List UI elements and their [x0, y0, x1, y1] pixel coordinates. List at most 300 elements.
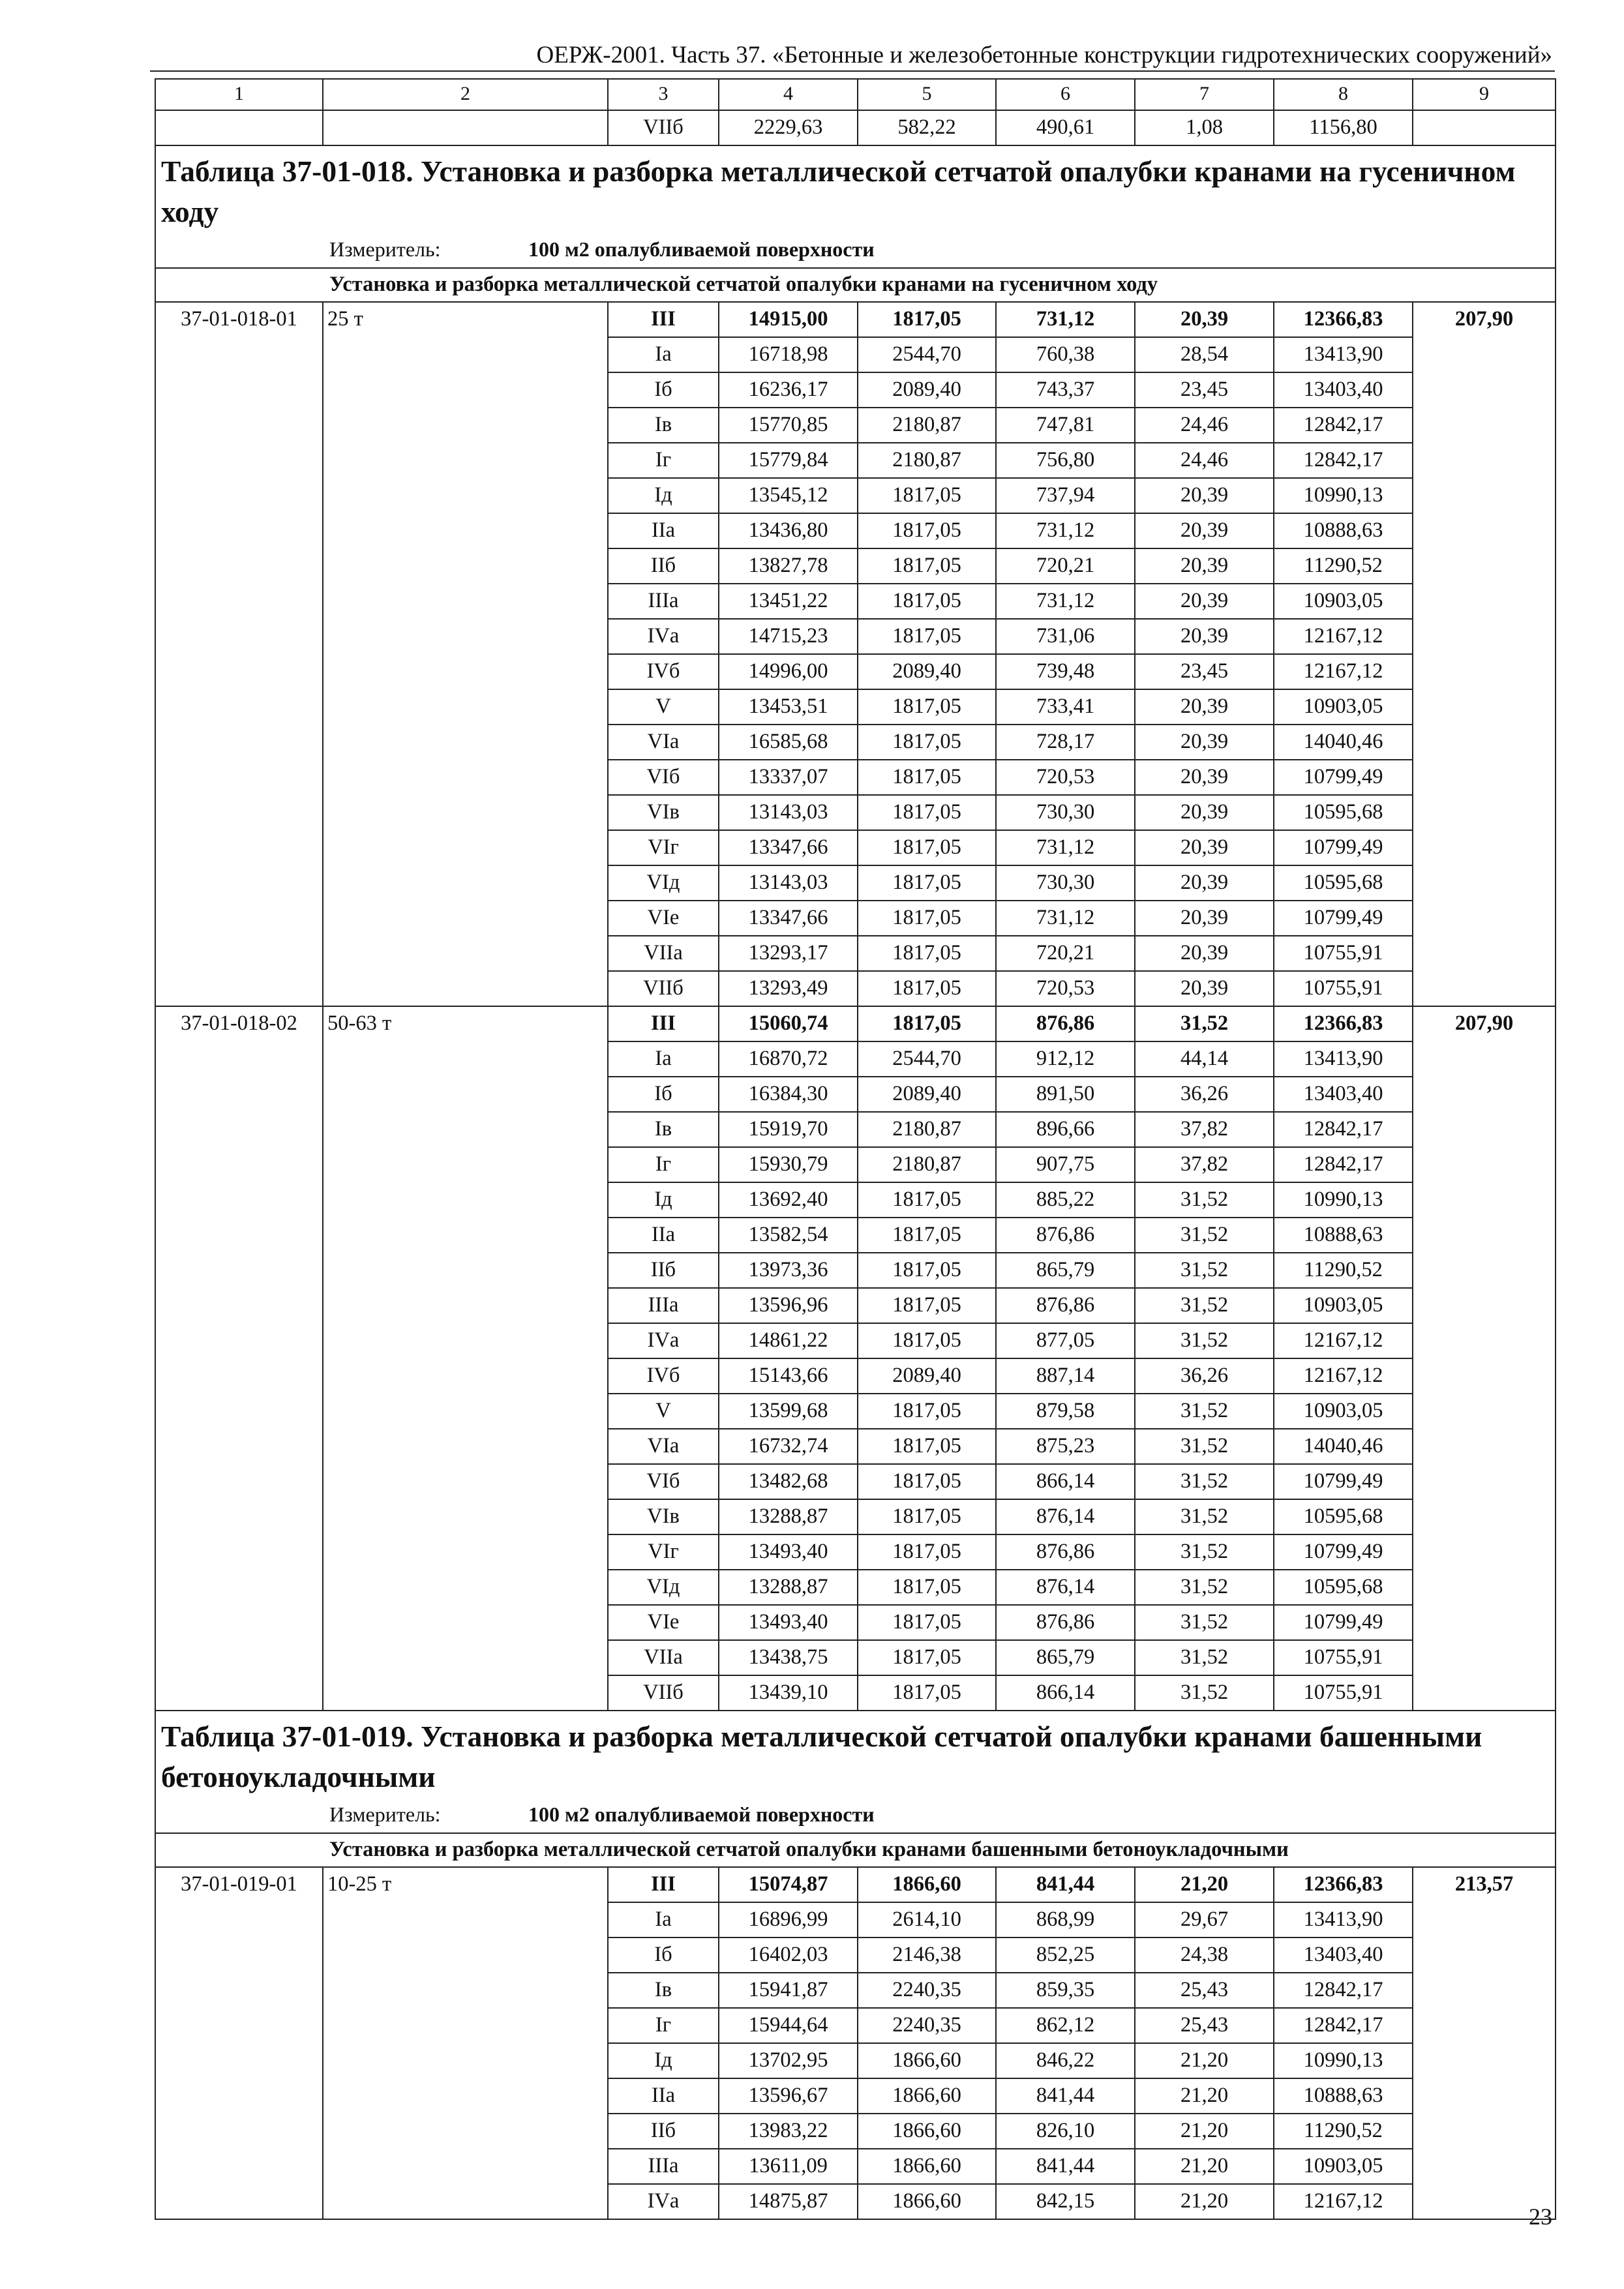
value-cell: 1817,05 [858, 1394, 996, 1429]
zone-cell: IIIа [608, 584, 719, 619]
value-cell: 1817,05 [858, 548, 996, 584]
zone-cell: III [608, 1006, 719, 1041]
zone-cell: V [608, 689, 719, 725]
zone-cell: Iб [608, 1937, 719, 1973]
value-cell: 20,39 [1135, 478, 1274, 513]
value-cell: 846,22 [996, 2043, 1135, 2078]
zone-cell: VIг [608, 1534, 719, 1570]
value-cell: 10888,63 [1274, 2078, 1413, 2114]
section-title-row [155, 145, 1556, 232]
value-cell: 1817,05 [858, 689, 996, 725]
section-subtitle-row [155, 268, 1556, 302]
value-cell: 13403,40 [1274, 1077, 1413, 1112]
value-cell: 896,66 [996, 1112, 1135, 1147]
value-cell: 20,39 [1135, 725, 1274, 760]
norm-name: 10-25 т [323, 1867, 608, 2219]
value-cell: 20,39 [1135, 901, 1274, 936]
value-cell: 2544,70 [858, 1041, 996, 1077]
value-cell: 12842,17 [1274, 1973, 1413, 2008]
value-cell: 582,22 [858, 110, 996, 145]
value-cell: 2240,35 [858, 1973, 996, 2008]
value-cell: 36,26 [1135, 1077, 1274, 1112]
value-cell: 16384,30 [719, 1077, 858, 1112]
value-cell: 13611,09 [719, 2149, 858, 2184]
name-cell-empty [323, 110, 608, 145]
page-number: 23 [1529, 2204, 1552, 2230]
value-cell: 12366,83 [1274, 1006, 1413, 1041]
carryover-row [155, 110, 1556, 145]
unit-cell [155, 232, 1556, 268]
value-cell: 37,82 [1135, 1147, 1274, 1182]
value-cell: 10755,91 [1274, 936, 1413, 971]
value-cell: 1817,05 [858, 302, 996, 337]
value-cell: 13692,40 [719, 1182, 858, 1218]
section-title: Таблица 37-01-019. Установка и разборка металлической сетчатой опалубки кранами башенными бетоноукладочными [155, 1711, 1556, 1797]
value-cell: 10755,91 [1274, 1640, 1413, 1675]
value-cell: 731,12 [996, 513, 1135, 548]
value-cell: 1817,05 [858, 1323, 996, 1358]
value-cell: 1817,05 [858, 1499, 996, 1534]
value-cell: 2180,87 [858, 1147, 996, 1182]
value-cell: 490,61 [996, 110, 1135, 145]
value-cell: 10595,68 [1274, 1499, 1413, 1534]
value-cell: 841,44 [996, 1867, 1135, 1902]
section-title: Таблица 37-01-018. Установка и разборка металлической сетчатой опалубки кранами на гусеничном ходу [155, 145, 1556, 232]
value-cell: 2180,87 [858, 443, 996, 478]
zone-cell: V [608, 1394, 719, 1429]
value-cell: 10595,68 [1274, 865, 1413, 901]
value-cell: 10990,13 [1274, 1182, 1413, 1218]
value-cell: 16402,03 [719, 1937, 858, 1973]
value-cell: 13403,40 [1274, 1937, 1413, 1973]
value-cell: 14715,23 [719, 619, 858, 654]
value-cell: 859,35 [996, 1973, 1135, 2008]
value-cell: 10903,05 [1274, 1288, 1413, 1323]
value-cell: 877,05 [996, 1323, 1135, 1358]
value-cell: 20,39 [1135, 619, 1274, 654]
value-cell: 1866,60 [858, 1867, 996, 1902]
zone-cell: VIд [608, 1570, 719, 1605]
value-cell: 14040,46 [1274, 725, 1413, 760]
value-cell: 876,86 [996, 1605, 1135, 1640]
table-row [155, 302, 1556, 337]
value-cell: 2240,35 [858, 2008, 996, 2043]
value-cell: 2089,40 [858, 1077, 996, 1112]
value-cell: 13436,80 [719, 513, 858, 548]
value-cell: 841,44 [996, 2078, 1135, 2114]
value-cell: 1817,05 [858, 1605, 996, 1640]
value-cell: 21,20 [1135, 2184, 1274, 2219]
zone-cell: Iа [608, 1902, 719, 1937]
value-cell: 13143,03 [719, 795, 858, 830]
value-cell: 1817,05 [858, 1429, 996, 1464]
value-cell: 20,39 [1135, 302, 1274, 337]
value-cell: 912,12 [996, 1041, 1135, 1077]
value-cell: 11290,52 [1274, 548, 1413, 584]
value-cell: 720,53 [996, 971, 1135, 1006]
unit-row [155, 232, 1556, 268]
value-cell: 842,15 [996, 2184, 1135, 2219]
value-cell: 20,39 [1135, 584, 1274, 619]
value-cell: VIIб [608, 110, 719, 145]
value-cell: 13493,40 [719, 1534, 858, 1570]
value-cell: 1817,05 [858, 619, 996, 654]
value-cell: 15143,66 [719, 1358, 858, 1394]
value-cell: 730,30 [996, 865, 1135, 901]
value-cell: 720,21 [996, 936, 1135, 971]
value-cell: 826,10 [996, 2114, 1135, 2149]
value-cell: 15074,87 [719, 1867, 858, 1902]
value-cell: 21,20 [1135, 2078, 1274, 2114]
value-cell: 31,52 [1135, 1534, 1274, 1570]
value-cell: 1817,05 [858, 584, 996, 619]
value-cell: 13288,87 [719, 1499, 858, 1534]
value-cell: 756,80 [996, 443, 1135, 478]
value-cell: 16718,98 [719, 337, 858, 372]
value-cell: 13493,40 [719, 1605, 858, 1640]
value-cell: 31,52 [1135, 1499, 1274, 1534]
value-cell: 20,39 [1135, 795, 1274, 830]
value-cell: 1817,05 [858, 795, 996, 830]
value-cell: 760,38 [996, 337, 1135, 372]
value-cell: 24,38 [1135, 1937, 1274, 1973]
value-cell: 12842,17 [1274, 408, 1413, 443]
value-cell: 1156,80 [1274, 110, 1413, 145]
column-number: 9 [1413, 79, 1556, 110]
value-cell: 10990,13 [1274, 478, 1413, 513]
value-cell: 15060,74 [719, 1006, 858, 1041]
value-cell: 16236,17 [719, 372, 858, 408]
value-cell: 841,44 [996, 2149, 1135, 2184]
zone-cell: IIб [608, 2114, 719, 2149]
value-cell: 31,52 [1135, 1182, 1274, 1218]
value-cell: 31,52 [1135, 1288, 1274, 1323]
value-cell: 865,79 [996, 1640, 1135, 1675]
zone-cell: Iа [608, 337, 719, 372]
value-cell: 1817,05 [858, 971, 996, 1006]
norm-code: 37-01-018-02 [155, 1006, 323, 1711]
value-cell: 21,20 [1135, 1867, 1274, 1902]
value-cell: 20,39 [1135, 513, 1274, 548]
value-cell: 876,14 [996, 1570, 1135, 1605]
value-cell: 733,41 [996, 689, 1135, 725]
value-cell: 876,86 [996, 1288, 1135, 1323]
value-cell: 868,99 [996, 1902, 1135, 1937]
value-cell: 13439,10 [719, 1675, 858, 1711]
value-cell: 13451,22 [719, 584, 858, 619]
value-cell: 1817,05 [858, 1640, 996, 1675]
value-cell: 24,46 [1135, 408, 1274, 443]
value-cell: 10888,63 [1274, 1218, 1413, 1253]
value-cell: 1817,05 [858, 1182, 996, 1218]
zone-cell: III [608, 302, 719, 337]
value-cell: 720,21 [996, 548, 1135, 584]
col9-value: 207,90 [1413, 302, 1556, 1006]
value-cell: 12167,12 [1274, 2184, 1413, 2219]
unit-value: 100 м2 опалубливаемой поверхности [528, 237, 875, 261]
zone-cell: Iа [608, 1041, 719, 1077]
section-title-row [155, 1711, 1556, 1797]
value-cell: 13453,51 [719, 689, 858, 725]
value-cell: 20,39 [1135, 760, 1274, 795]
value-cell: 10903,05 [1274, 689, 1413, 725]
code-cell-empty [155, 110, 323, 145]
col9-value: 207,90 [1413, 1006, 1556, 1711]
column-number: 6 [996, 79, 1135, 110]
unit-cell [155, 1797, 1556, 1833]
value-cell: 13293,17 [719, 936, 858, 971]
zone-cell: IVа [608, 1323, 719, 1358]
value-cell: 21,20 [1135, 2149, 1274, 2184]
column-number: 5 [858, 79, 996, 110]
value-cell: 2180,87 [858, 408, 996, 443]
value-cell: 24,46 [1135, 443, 1274, 478]
zone-cell: III [608, 1867, 719, 1902]
value-cell: 11290,52 [1274, 1253, 1413, 1288]
value-cell: 862,12 [996, 2008, 1135, 2043]
norms-table [155, 78, 1556, 2220]
value-cell: 23,45 [1135, 372, 1274, 408]
value-cell: 14861,22 [719, 1323, 858, 1358]
value-cell: 13347,66 [719, 901, 858, 936]
value-cell: 14915,00 [719, 302, 858, 337]
zone-cell: IVб [608, 1358, 719, 1394]
value-cell: 10755,91 [1274, 1675, 1413, 1711]
value-cell: 10799,49 [1274, 760, 1413, 795]
norms-table-body [155, 79, 1556, 2219]
zone-cell: Iд [608, 1182, 719, 1218]
value-cell: 10799,49 [1274, 1464, 1413, 1499]
value-cell: 16732,74 [719, 1429, 858, 1464]
value-cell: 31,52 [1135, 1570, 1274, 1605]
value-cell: 15770,85 [719, 408, 858, 443]
unit-label: Измеритель: [329, 237, 441, 261]
zone-cell: IVб [608, 654, 719, 689]
value-cell: 12167,12 [1274, 1358, 1413, 1394]
value-cell: 16896,99 [719, 1902, 858, 1937]
zone-cell: VIб [608, 760, 719, 795]
value-cell: 1817,05 [858, 760, 996, 795]
value-cell: 1866,60 [858, 2149, 996, 2184]
value-cell: 876,86 [996, 1534, 1135, 1570]
value-cell: 13482,68 [719, 1464, 858, 1499]
col9-cell-empty [1413, 110, 1556, 145]
column-number-row [155, 79, 1556, 110]
zone-cell: VIа [608, 1429, 719, 1464]
value-cell: 1817,05 [858, 830, 996, 865]
zone-cell: VIд [608, 865, 719, 901]
zone-cell: VIг [608, 830, 719, 865]
value-cell: 12842,17 [1274, 2008, 1413, 2043]
value-cell: 25,43 [1135, 1973, 1274, 2008]
zone-cell: IIб [608, 548, 719, 584]
value-cell: 10595,68 [1274, 1570, 1413, 1605]
zone-cell: VIв [608, 1499, 719, 1534]
value-cell: 10799,49 [1274, 830, 1413, 865]
value-cell: 20,39 [1135, 936, 1274, 971]
value-cell: 13582,54 [719, 1218, 858, 1253]
value-cell: 14875,87 [719, 2184, 858, 2219]
norm-name: 25 т [323, 302, 608, 1006]
value-cell: 31,52 [1135, 1218, 1274, 1253]
value-cell: 1817,05 [858, 901, 996, 936]
value-cell: 1817,05 [858, 1675, 996, 1711]
value-cell: 1817,05 [858, 1534, 996, 1570]
zone-cell: VIIб [608, 1675, 719, 1711]
section-subtitle: Установка и разборка металлической сетчатой опалубки кранами башенными бетоноукладочными [155, 1833, 1556, 1867]
value-cell: 20,39 [1135, 689, 1274, 725]
value-cell: 15779,84 [719, 443, 858, 478]
column-number: 8 [1274, 79, 1413, 110]
value-cell: 747,81 [996, 408, 1135, 443]
value-cell: 866,14 [996, 1464, 1135, 1499]
value-cell: 887,14 [996, 1358, 1135, 1394]
unit-row [155, 1797, 1556, 1833]
value-cell: 731,12 [996, 901, 1135, 936]
zone-cell: Iд [608, 2043, 719, 2078]
value-cell: 15930,79 [719, 1147, 858, 1182]
value-cell: 2089,40 [858, 654, 996, 689]
value-cell: 13413,90 [1274, 337, 1413, 372]
value-cell: 2544,70 [858, 337, 996, 372]
value-cell: 2614,10 [858, 1902, 996, 1937]
zone-cell: IVа [608, 2184, 719, 2219]
value-cell: 15919,70 [719, 1112, 858, 1147]
value-cell: 2089,40 [858, 372, 996, 408]
value-cell: 31,52 [1135, 1006, 1274, 1041]
value-cell: 731,06 [996, 619, 1135, 654]
zone-cell: Iг [608, 443, 719, 478]
value-cell: 15944,64 [719, 2008, 858, 2043]
value-cell: 10595,68 [1274, 795, 1413, 830]
zone-cell: Iв [608, 408, 719, 443]
value-cell: 1817,05 [858, 513, 996, 548]
value-cell: 1,08 [1135, 110, 1274, 145]
value-cell: 29,67 [1135, 1902, 1274, 1937]
value-cell: 1817,05 [858, 1464, 996, 1499]
value-cell: 1817,05 [858, 478, 996, 513]
zone-cell: IIIа [608, 2149, 719, 2184]
value-cell: 13596,67 [719, 2078, 858, 2114]
value-cell: 13143,03 [719, 865, 858, 901]
norm-name: 50-63 т [323, 1006, 608, 1711]
value-cell: 879,58 [996, 1394, 1135, 1429]
value-cell: 13413,90 [1274, 1902, 1413, 1937]
zone-cell: VIIа [608, 936, 719, 971]
value-cell: 1866,60 [858, 2078, 996, 2114]
zone-cell: Iб [608, 372, 719, 408]
value-cell: 13973,36 [719, 1253, 858, 1288]
value-cell: 1866,60 [858, 2184, 996, 2219]
value-cell: 13403,40 [1274, 372, 1413, 408]
value-cell: 876,86 [996, 1218, 1135, 1253]
value-cell: 44,14 [1135, 1041, 1274, 1077]
value-cell: 31,52 [1135, 1394, 1274, 1429]
value-cell: 731,12 [996, 584, 1135, 619]
zone-cell: IVа [608, 619, 719, 654]
value-cell: 31,52 [1135, 1429, 1274, 1464]
zone-cell: VIб [608, 1464, 719, 1499]
value-cell: 1817,05 [858, 1570, 996, 1605]
zone-cell: VIIа [608, 1640, 719, 1675]
zone-cell: IIIа [608, 1288, 719, 1323]
value-cell: 23,45 [1135, 654, 1274, 689]
value-cell: 1817,05 [858, 1006, 996, 1041]
value-cell: 20,39 [1135, 865, 1274, 901]
zone-cell: IIб [608, 1253, 719, 1288]
value-cell: 13599,68 [719, 1394, 858, 1429]
value-cell: 13596,96 [719, 1288, 858, 1323]
value-cell: 21,20 [1135, 2043, 1274, 2078]
value-cell: 20,39 [1135, 830, 1274, 865]
value-cell: 21,20 [1135, 2114, 1274, 2149]
zone-cell: VIе [608, 1605, 719, 1640]
value-cell: 852,25 [996, 1937, 1135, 1973]
zone-cell: Iг [608, 2008, 719, 2043]
value-cell: 875,23 [996, 1429, 1135, 1464]
value-cell: 737,94 [996, 478, 1135, 513]
value-cell: 731,12 [996, 302, 1135, 337]
value-cell: 13337,07 [719, 760, 858, 795]
zone-cell: VIв [608, 795, 719, 830]
value-cell: 31,52 [1135, 1675, 1274, 1711]
norm-code: 37-01-019-01 [155, 1867, 323, 2219]
value-cell: 14996,00 [719, 654, 858, 689]
zone-cell: VIе [608, 901, 719, 936]
value-cell: 866,14 [996, 1675, 1135, 1711]
value-cell: 13293,49 [719, 971, 858, 1006]
value-cell: 10799,49 [1274, 1605, 1413, 1640]
norm-code: 37-01-018-01 [155, 302, 323, 1006]
zone-cell: Iб [608, 1077, 719, 1112]
zone-cell: VIIб [608, 971, 719, 1006]
value-cell: 2146,38 [858, 1937, 996, 1973]
value-cell: 31,52 [1135, 1605, 1274, 1640]
value-cell: 10903,05 [1274, 584, 1413, 619]
value-cell: 13413,90 [1274, 1041, 1413, 1077]
unit-value: 100 м2 опалубливаемой поверхности [528, 1803, 875, 1826]
value-cell: 10799,49 [1274, 901, 1413, 936]
value-cell: 10903,05 [1274, 1394, 1413, 1429]
value-cell: 31,52 [1135, 1640, 1274, 1675]
value-cell: 12842,17 [1274, 1147, 1413, 1182]
value-cell: 731,12 [996, 830, 1135, 865]
value-cell: 2089,40 [858, 1358, 996, 1394]
value-cell: 20,39 [1135, 548, 1274, 584]
value-cell: 1817,05 [858, 1253, 996, 1288]
value-cell: 11290,52 [1274, 2114, 1413, 2149]
zone-cell: Iв [608, 1112, 719, 1147]
value-cell: 16870,72 [719, 1041, 858, 1077]
value-cell: 12167,12 [1274, 654, 1413, 689]
value-cell: 36,26 [1135, 1358, 1274, 1394]
value-cell: 28,54 [1135, 337, 1274, 372]
header-rule [150, 70, 1555, 72]
value-cell: 37,82 [1135, 1112, 1274, 1147]
value-cell: 1817,05 [858, 1288, 996, 1323]
value-cell: 13438,75 [719, 1640, 858, 1675]
value-cell: 13983,22 [719, 2114, 858, 2149]
running-header: ОЕРЖ-2001. Часть 37. «Бетонные и железобетонные конструкции гидротехнических сооружений» [536, 42, 1552, 68]
column-number: 7 [1135, 79, 1274, 110]
column-number: 4 [719, 79, 858, 110]
unit-label: Измеритель: [329, 1803, 441, 1826]
value-cell: 13827,78 [719, 548, 858, 584]
value-cell: 10799,49 [1274, 1534, 1413, 1570]
value-cell: 10903,05 [1274, 2149, 1413, 2184]
value-cell: 1817,05 [858, 865, 996, 901]
column-number: 2 [323, 79, 608, 110]
